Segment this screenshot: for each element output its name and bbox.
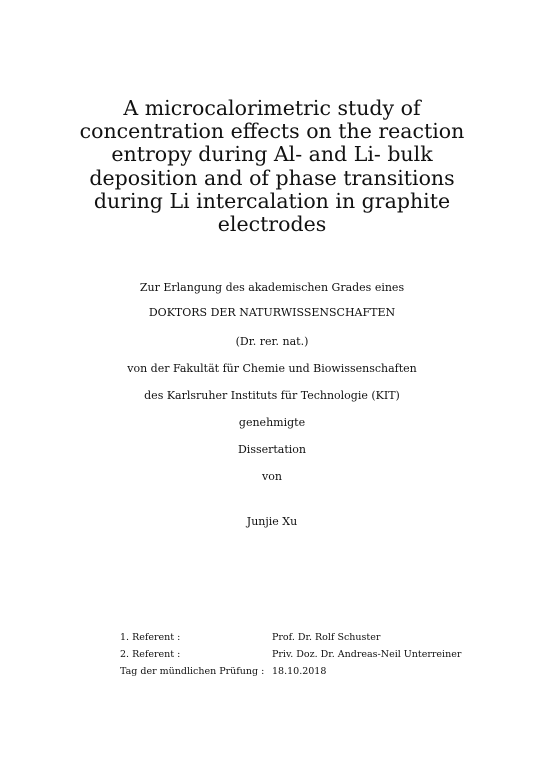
second-referee-name: Priv. Doz. Dr. Andreas-Neil Unterreiner [272,649,462,660]
title-line: concentration effects on the reaction [79,119,465,144]
title-line: entropy during Al- and Li- bulk [111,142,433,167]
degree-purpose: Zur Erlangung des akademischen Grades eines [139,281,405,294]
title-line: electrodes [217,212,327,237]
dissertation-label: Dissertation [237,443,307,456]
degree-abbreviation: (Dr. rer. nat.) [235,335,309,348]
first-referee-label: 1. Referent : [120,632,181,643]
first-referee-name: Prof. Dr. Rolf Schuster [272,632,381,643]
institution: des Karlsruher Instituts für Technologie (KIT) [144,389,400,402]
author-name: Junjie Xu [246,515,298,528]
exam-date-label: Tag der mündlichen Prüfung : [120,666,265,677]
approved-label: genehmigte [238,416,306,429]
by-label: von [262,470,282,483]
thesis-title [60,97,484,236]
degree-name: DOKTORS DER NATURWISSENSCHAFTEN [148,306,396,319]
exam-date-value: 18.10.2018 [272,666,327,677]
title-line: deposition and of phase transitions [89,165,455,190]
second-referee-label: 2. Referent : [120,649,181,660]
title-line: during Li intercalation in graphite [93,188,451,213]
faculty: von der Fakultät für Chemie und Biowissenschaften [127,362,417,375]
title-line: A microcalorimetric study of [123,96,421,120]
